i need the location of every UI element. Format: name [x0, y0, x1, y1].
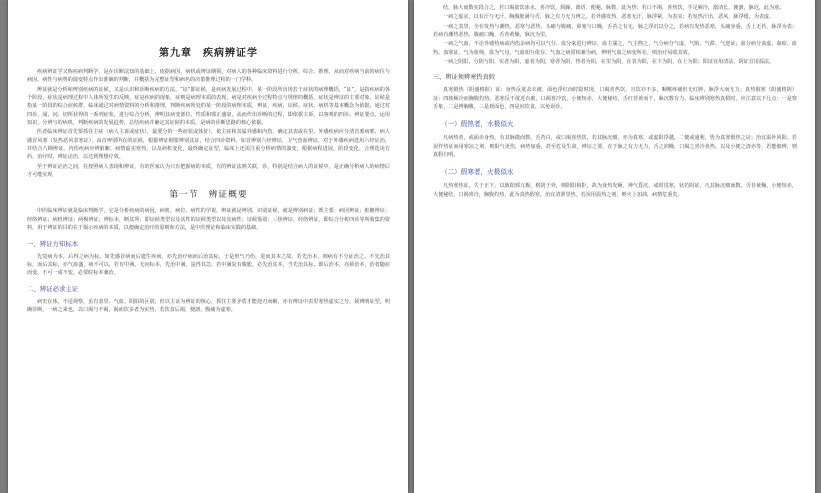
right-page-content — [433, 4, 797, 200]
section-paragraph: 真寒假热（阴盛格阳）证：身热反欲盖衣被，面色浮红而时隐时现，口渴喜热饮，且饮亦不多，咽喉疼痛但无红肿，脉浮大而无力；真热假寒（阳盛格阴）证：四肢厥冷而胸腹灼热，恶寒反不欲近衣被，口渴喜冷饮，小便短赤，大便秘结，舌红苔黄而干，脉沉数有力。临床辨别寒热真假时，应注意以下几点：一是察舌象，二是辨胸腹，三是观面色，四是问饮食，以免误诊。 — [433, 87, 797, 111]
sub-heading: （一）假热者，水极似火 — [441, 120, 514, 129]
sub-paragraph: 病史在体，不适观察，虽有表里、气血、阴阳的区别，但以主证为辨证的核心，抓住主要矛盾才能迎刃而解，亦有辨证中表里寒热虚实之分，须辨明证型，明确诊断，一病之来也，以口渴与不渴，渴而饮多者为实热，若饮食后渴，便溏，腹痛为虚寒。 — [27, 298, 390, 313]
sub-paragraph: 凡热寒热证，失于正下，以致阳邪亢极，格阴于外，则阴阳相拒，故为身热发厥，神气昏沉，或时畏寒，状若阴证，凡其脉沉细而数，舌苔黄燥，小便短赤，大便秘结，口渴喜冷，胸腹灼热，此为真热假寒，治宜清泄里热。若误用温热之剂，则火上加油，病情危重矣。 — [433, 183, 797, 198]
intro-paragraph: 医者临床辨证首先要抓住主症（病人主诉或症状），最要分的一些症状或体征），依主症和其属外感和内伤，确定其表或在里，外感疾病应分清首邪病邪，病人感冒风寒（发热恶风表寒证），由首辨别所在的证候，根据辨证纲要辨别其证，结合四诊资料，如首辨别六经辨证，卫气营血辨证，对于外感疾病选用六经证治，并结合八纲辨证，内伤疾病应辨脏腑，病情虚实寒热，以及病机变化，最终确定证型，临床上还需注重分析病情的演变，根据病程进展，阶段变化，合理选用方药，治疗时，辨证论治，以达到理想疗效。 — [27, 129, 390, 161]
intro-paragraph: 至于辨证论治之间，在按照病人表现和辨证，有的医家认为只有把握病的本质，有的辨证法则关联，诊，特别是结合病人的证候中，是正确分析病人的病情后才可能实现 — [27, 163, 390, 179]
section-title: 第一节 辨证概要 — [169, 190, 248, 201]
sub-paragraph: 先觉病为本，后得之病为标。如先感冒病而后遗生疾病，亦先治疗病而后治其标，于是形气乃伤，进而其本之故。若先治本，则病有不分证治之。不先治其标，而后其标，亦气血盛，病不可以，若有中满，无问标本，先治中满，是得其急，若中满复有腹胀，必先治其本，当先治其标，即后治本，亦须治本，治者随症而变，不可一成不变，必要时标本兼治。 — [27, 253, 390, 277]
paragraph: 一病之表里，全在发热与潮热，恶寒与恶热，头痛与腹痛，鼻塞与口燥，舌苔之有无，脉之浮沉以分之，若病有发热恶寒，头痛身重，舌上无苔，脉浮为表；若病有潮热恶热，腹痛口燥，舌苔黄燥，脉沉为里。 — [433, 23, 797, 39]
paragraph: 一病之虚实，以有汗与无汗，胸腹胀满与否，脉之有力无力辨之，若外感发热，恶寒无汗，脉浮紧，为表实；若发热汗出，恶风，脉浮缓，为表虚。 — [443, 14, 775, 21]
intro-paragraph: 疾病辨证学又称疾病判断学，是在诊断法知的基础上，依据病因、病机或辨证纲领，对病人的各种临床资料进行分析、综合、推理，从而对疾病当前的病位与病因、病性与病势的演变特点作出准确的判断，并概括为完整证型和病名的决策推理过程的一门学科。 — [27, 69, 390, 84]
left-page-content — [27, 40, 390, 315]
sub-heading: 二、辨证必求主证 — [27, 284, 79, 293]
section-heading: 三、辨证须辨寒热真假 — [433, 74, 495, 82]
left-page — [8, 0, 408, 493]
chapter-title: 第九章 疾病辨证学 — [159, 48, 258, 59]
paragraph: 结，脉大而数实段合之，若口渴欲饮冰水，喜冷饮，烦躁，谵语，便秘，脉数，此为热；若口不渴，喜热饮，手足厥冷，溺清长，便溏，脉迟，此为寒。 — [443, 5, 785, 11]
section-paragraph: 中医临床辨证就是临床判断学，它是分析疾病的病因、病机、病位、病性的学说，辨证就是辨别、识别证候，就是辨别病证；既主要：病因辨证；脏腑辨证；经络辨证；病机辨证；两极辨证；辨标本，断其所；即证候类型以及其性的证候类型以及其病性；证候鉴别；三焦辨证，经络辨证，即综合分析四诊等所收集的资料，用于辨证的目的在于揭示疾病的本质，以便确定治疗的原则和方法，是中医理论和临床实践的基础。 — [27, 208, 390, 232]
sub-paragraph: 凡病热者，或面赤身热，有其脉微而数，舌苔白，或口渴喜热饮，若其脉沉细，亦为真寒，或虚阳浮越，二便或通利，皆为真寒假热之证；治宜温补回阳。若误作热证而用寒凉之剂，则阳气更伤，病势加重，甚至危及生命。辨证之要，在于脉之有力无力，舌之润燥，口渴之喜冷喜热，以及小便之清赤等，若能细辨，则真假自明。 — [433, 135, 797, 159]
right-page — [414, 0, 815, 493]
sub-heading: （二）假寒者，火极似水 — [441, 168, 514, 177]
sub-heading: 一、辨证方知标本 — [27, 239, 79, 248]
paragraph: 一病之阴阳，分阴与阳，实者为阳，虚者为阴，寒者为阴，热者为阳，在里为阴，在表为阳，在下为阴，在上为阳；阳证宜用清法，阴证宜用温法。 — [443, 59, 775, 66]
intro-paragraph: 辨证就是分析和辨别疾病的证候，又是认识和诊断疾病的方法。“证”即证候，是疾病发展过程中，某一阶段所出现若干症状的病理概括，“证”，是指疾病的各个阶段，症状是病理过程中人体所发生的反映，症是疾病的现象，症则是病理本质的表现。病是对疾病全过程特点与规律的概括，症状是辨证的主要对象，证候是指某一阶段的综合症候群，临床通过对病情资料的分析和推理，判断疾病所处的某一阶段的病理本质，辨证，疾病、证候、症状、病机等基本概念为依据，通过对四诊，闻、问、切所获得的一系列症状，进行综合分析，辨明其病变部位、性质和邪正盛衰，从而作出诊断的过程，即依据主诉，以客观的四诊、辨证要点，运用知识，分辨与的病机，判断疾病的发展趋势，总结疾病并确定其证候的本质，是病的诊断思路的核心依据。 — [27, 86, 390, 127]
paragraph: 一病之气血，不论外感热病或内伤杂病均可以气分、血分来进行辨证，血主濡之，气主煦之，气分病分气虚、气陷、气滞、气逆证；血分病分血虚、血瘀、血热、血寒证，气为血帅，血为气母，气血相互依存，气血之病常相兼为病，辨明气血之病变所在，则治疗易收其效。 — [433, 41, 797, 56]
